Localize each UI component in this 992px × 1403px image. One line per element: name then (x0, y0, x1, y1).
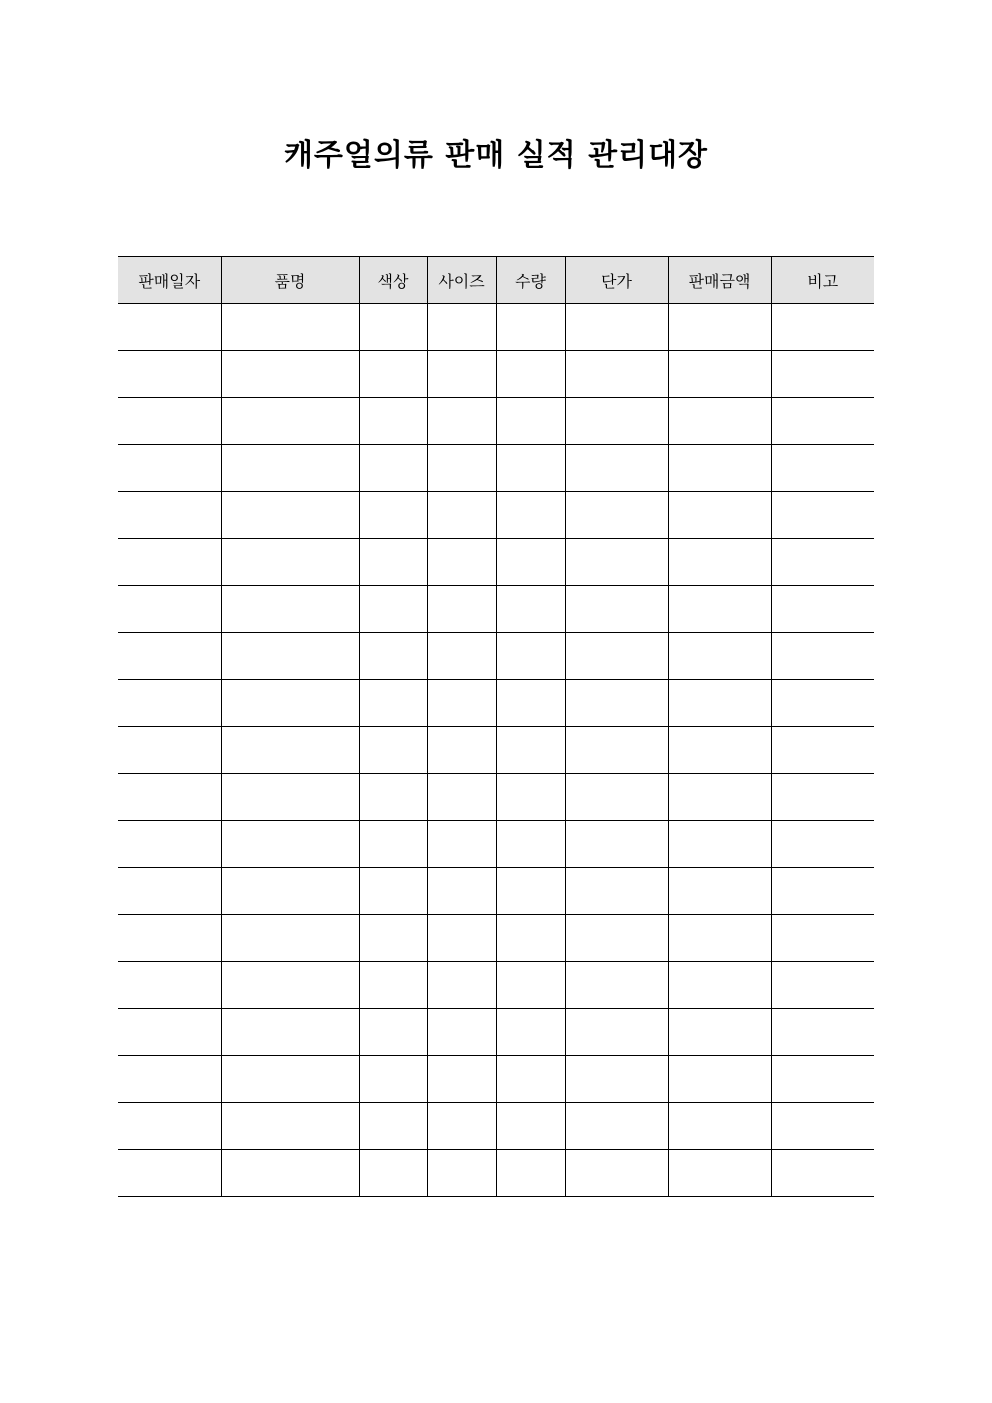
table-cell[interactable] (668, 1103, 771, 1150)
table-cell[interactable] (496, 1009, 565, 1056)
table-cell[interactable] (427, 774, 496, 821)
table-cell[interactable] (771, 1150, 874, 1197)
table-cell[interactable] (771, 539, 874, 586)
header-quantity: 수량 (496, 257, 565, 304)
table-cell[interactable] (359, 680, 427, 727)
header-unit-price: 단가 (565, 257, 668, 304)
table-cell[interactable] (427, 1056, 496, 1103)
table-cell[interactable] (771, 774, 874, 821)
table-cell[interactable] (565, 539, 668, 586)
table-cell[interactable] (118, 915, 221, 962)
table-cell[interactable] (118, 727, 221, 774)
table-cell[interactable] (118, 304, 221, 351)
table-cell[interactable] (771, 868, 874, 915)
table-cell[interactable] (668, 915, 771, 962)
table-cell[interactable] (221, 304, 359, 351)
table-cell[interactable] (496, 398, 565, 445)
table-cell[interactable] (668, 821, 771, 868)
table-cell[interactable] (668, 492, 771, 539)
table-cell[interactable] (496, 680, 565, 727)
table-cell[interactable] (668, 1009, 771, 1056)
table-cell[interactable] (221, 821, 359, 868)
table-cell[interactable] (496, 539, 565, 586)
table-cell[interactable] (359, 492, 427, 539)
table-row (118, 1056, 874, 1103)
table-cell[interactable] (359, 445, 427, 492)
table-cell[interactable] (427, 727, 496, 774)
table-cell[interactable] (118, 1056, 221, 1103)
table-cell[interactable] (427, 398, 496, 445)
table-cell[interactable] (359, 539, 427, 586)
table-cell[interactable] (118, 351, 221, 398)
table-cell[interactable] (496, 1103, 565, 1150)
table-body (118, 304, 874, 1197)
table-cell[interactable] (565, 398, 668, 445)
table-cell[interactable] (359, 304, 427, 351)
table-cell[interactable] (359, 962, 427, 1009)
table-cell[interactable] (668, 633, 771, 680)
table-cell[interactable] (565, 915, 668, 962)
table-cell[interactable] (496, 492, 565, 539)
table-cell[interactable] (771, 586, 874, 633)
table-cell[interactable] (221, 915, 359, 962)
table-cell[interactable] (427, 304, 496, 351)
table-cell[interactable] (221, 1056, 359, 1103)
table-cell[interactable] (359, 915, 427, 962)
table-cell[interactable] (668, 868, 771, 915)
table-row (118, 445, 874, 492)
table-cell[interactable] (668, 539, 771, 586)
table-cell[interactable] (565, 962, 668, 1009)
table-cell[interactable] (221, 445, 359, 492)
table-cell[interactable] (221, 962, 359, 1009)
table-cell[interactable] (668, 586, 771, 633)
table-cell[interactable] (565, 586, 668, 633)
table-cell[interactable] (118, 539, 221, 586)
table-cell[interactable] (496, 962, 565, 1009)
table-cell[interactable] (771, 633, 874, 680)
table-cell[interactable] (427, 962, 496, 1009)
header-sale-amount: 판매금액 (668, 257, 771, 304)
table-cell[interactable] (427, 492, 496, 539)
table-cell[interactable] (771, 727, 874, 774)
table-cell[interactable] (359, 586, 427, 633)
table-cell[interactable] (118, 962, 221, 1009)
table-cell[interactable] (118, 868, 221, 915)
table-cell[interactable] (668, 774, 771, 821)
table-cell[interactable] (118, 1103, 221, 1150)
table-cell[interactable] (221, 633, 359, 680)
table-cell[interactable] (221, 1103, 359, 1150)
table-row (118, 915, 874, 962)
table-row (118, 868, 874, 915)
table-cell[interactable] (118, 680, 221, 727)
table-cell[interactable] (496, 304, 565, 351)
table-cell[interactable] (771, 304, 874, 351)
table-cell[interactable] (496, 727, 565, 774)
table-cell[interactable] (496, 445, 565, 492)
table-cell[interactable] (668, 1056, 771, 1103)
table-cell[interactable] (668, 727, 771, 774)
table-cell[interactable] (427, 586, 496, 633)
table-cell[interactable] (565, 868, 668, 915)
table-cell[interactable] (668, 445, 771, 492)
table-cell[interactable] (221, 398, 359, 445)
table-row (118, 1103, 874, 1150)
table-cell[interactable] (427, 1103, 496, 1150)
page-title: 캐주얼의류 판매 실적 관리대장 (283, 138, 709, 173)
table-cell[interactable] (221, 727, 359, 774)
table-cell[interactable] (221, 868, 359, 915)
table-row (118, 492, 874, 539)
table-cell[interactable] (118, 398, 221, 445)
table-cell[interactable] (565, 304, 668, 351)
table-cell[interactable] (565, 633, 668, 680)
table-row (118, 962, 874, 1009)
table-cell[interactable] (118, 633, 221, 680)
table-row (118, 821, 874, 868)
table-cell[interactable] (565, 680, 668, 727)
table-cell[interactable] (359, 398, 427, 445)
table-cell[interactable] (221, 351, 359, 398)
table-cell[interactable] (771, 492, 874, 539)
table-cell[interactable] (771, 1103, 874, 1150)
table-cell[interactable] (771, 821, 874, 868)
table-cell[interactable] (427, 539, 496, 586)
table-cell[interactable] (565, 351, 668, 398)
table-cell[interactable] (427, 821, 496, 868)
table-cell[interactable] (221, 539, 359, 586)
table-cell[interactable] (427, 1150, 496, 1197)
table-cell[interactable] (771, 398, 874, 445)
table-cell[interactable] (668, 962, 771, 1009)
header-row (118, 257, 874, 304)
header-sale-date: 판매일자 (118, 257, 221, 304)
table-cell[interactable] (496, 586, 565, 633)
table-row (118, 304, 874, 351)
table-cell[interactable] (359, 821, 427, 868)
table-cell[interactable] (359, 727, 427, 774)
table-cell[interactable] (771, 680, 874, 727)
table-cell[interactable] (565, 1150, 668, 1197)
table-cell[interactable] (668, 304, 771, 351)
table-cell[interactable] (427, 868, 496, 915)
table-cell[interactable] (496, 351, 565, 398)
table-row (118, 398, 874, 445)
table-cell[interactable] (221, 492, 359, 539)
table-cell[interactable] (565, 1009, 668, 1056)
table-cell[interactable] (771, 351, 874, 398)
table-row (118, 680, 874, 727)
table-cell[interactable] (221, 586, 359, 633)
table-row (118, 351, 874, 398)
table-cell[interactable] (496, 1150, 565, 1197)
table-row (118, 1150, 874, 1197)
table-cell[interactable] (668, 398, 771, 445)
table-cell[interactable] (565, 727, 668, 774)
table-cell[interactable] (565, 774, 668, 821)
table-row (118, 774, 874, 821)
table-cell[interactable] (427, 445, 496, 492)
table-cell[interactable] (118, 774, 221, 821)
table-cell[interactable] (118, 445, 221, 492)
table-row (118, 727, 874, 774)
table-cell[interactable] (771, 915, 874, 962)
table-cell[interactable] (427, 915, 496, 962)
table-cell[interactable] (496, 868, 565, 915)
table-cell[interactable] (565, 445, 668, 492)
table-cell[interactable] (359, 1103, 427, 1150)
table-cell[interactable] (359, 868, 427, 915)
table-cell[interactable] (668, 1150, 771, 1197)
table-row (118, 633, 874, 680)
header-remarks: 비고 (771, 257, 874, 304)
table-cell[interactable] (221, 1009, 359, 1056)
table-cell[interactable] (221, 680, 359, 727)
table-cell[interactable] (668, 351, 771, 398)
table-cell[interactable] (359, 633, 427, 680)
table-cell[interactable] (496, 774, 565, 821)
table-cell[interactable] (565, 1103, 668, 1150)
table-cell[interactable] (118, 1009, 221, 1056)
sales-ledger-table (118, 256, 874, 1197)
table-cell[interactable] (771, 445, 874, 492)
table-cell[interactable] (359, 774, 427, 821)
table-cell[interactable] (221, 774, 359, 821)
table-row (118, 586, 874, 633)
table-cell[interactable] (496, 1056, 565, 1103)
table-cell[interactable] (565, 821, 668, 868)
table-cell[interactable] (427, 1009, 496, 1056)
table-cell[interactable] (565, 492, 668, 539)
table-cell[interactable] (359, 1150, 427, 1197)
header-item-name: 품명 (221, 257, 359, 304)
table-cell[interactable] (427, 633, 496, 680)
table-cell[interactable] (565, 1056, 668, 1103)
table-cell[interactable] (359, 351, 427, 398)
table-cell[interactable] (427, 351, 496, 398)
table-cell[interactable] (118, 586, 221, 633)
table-cell[interactable] (771, 962, 874, 1009)
table-cell[interactable] (496, 915, 565, 962)
table-cell[interactable] (359, 1056, 427, 1103)
table-row (118, 539, 874, 586)
table-row (118, 1009, 874, 1056)
table-cell[interactable] (496, 633, 565, 680)
table-cell[interactable] (221, 1150, 359, 1197)
table-cell[interactable] (118, 492, 221, 539)
header-size: 사이즈 (427, 257, 496, 304)
table-cell[interactable] (496, 821, 565, 868)
table-cell[interactable] (771, 1056, 874, 1103)
table-cell[interactable] (771, 1009, 874, 1056)
table-cell[interactable] (427, 680, 496, 727)
table-cell[interactable] (118, 821, 221, 868)
table-cell[interactable] (359, 1009, 427, 1056)
table-cell[interactable] (668, 680, 771, 727)
table-cell[interactable] (118, 1150, 221, 1197)
header-color: 색상 (359, 257, 427, 304)
